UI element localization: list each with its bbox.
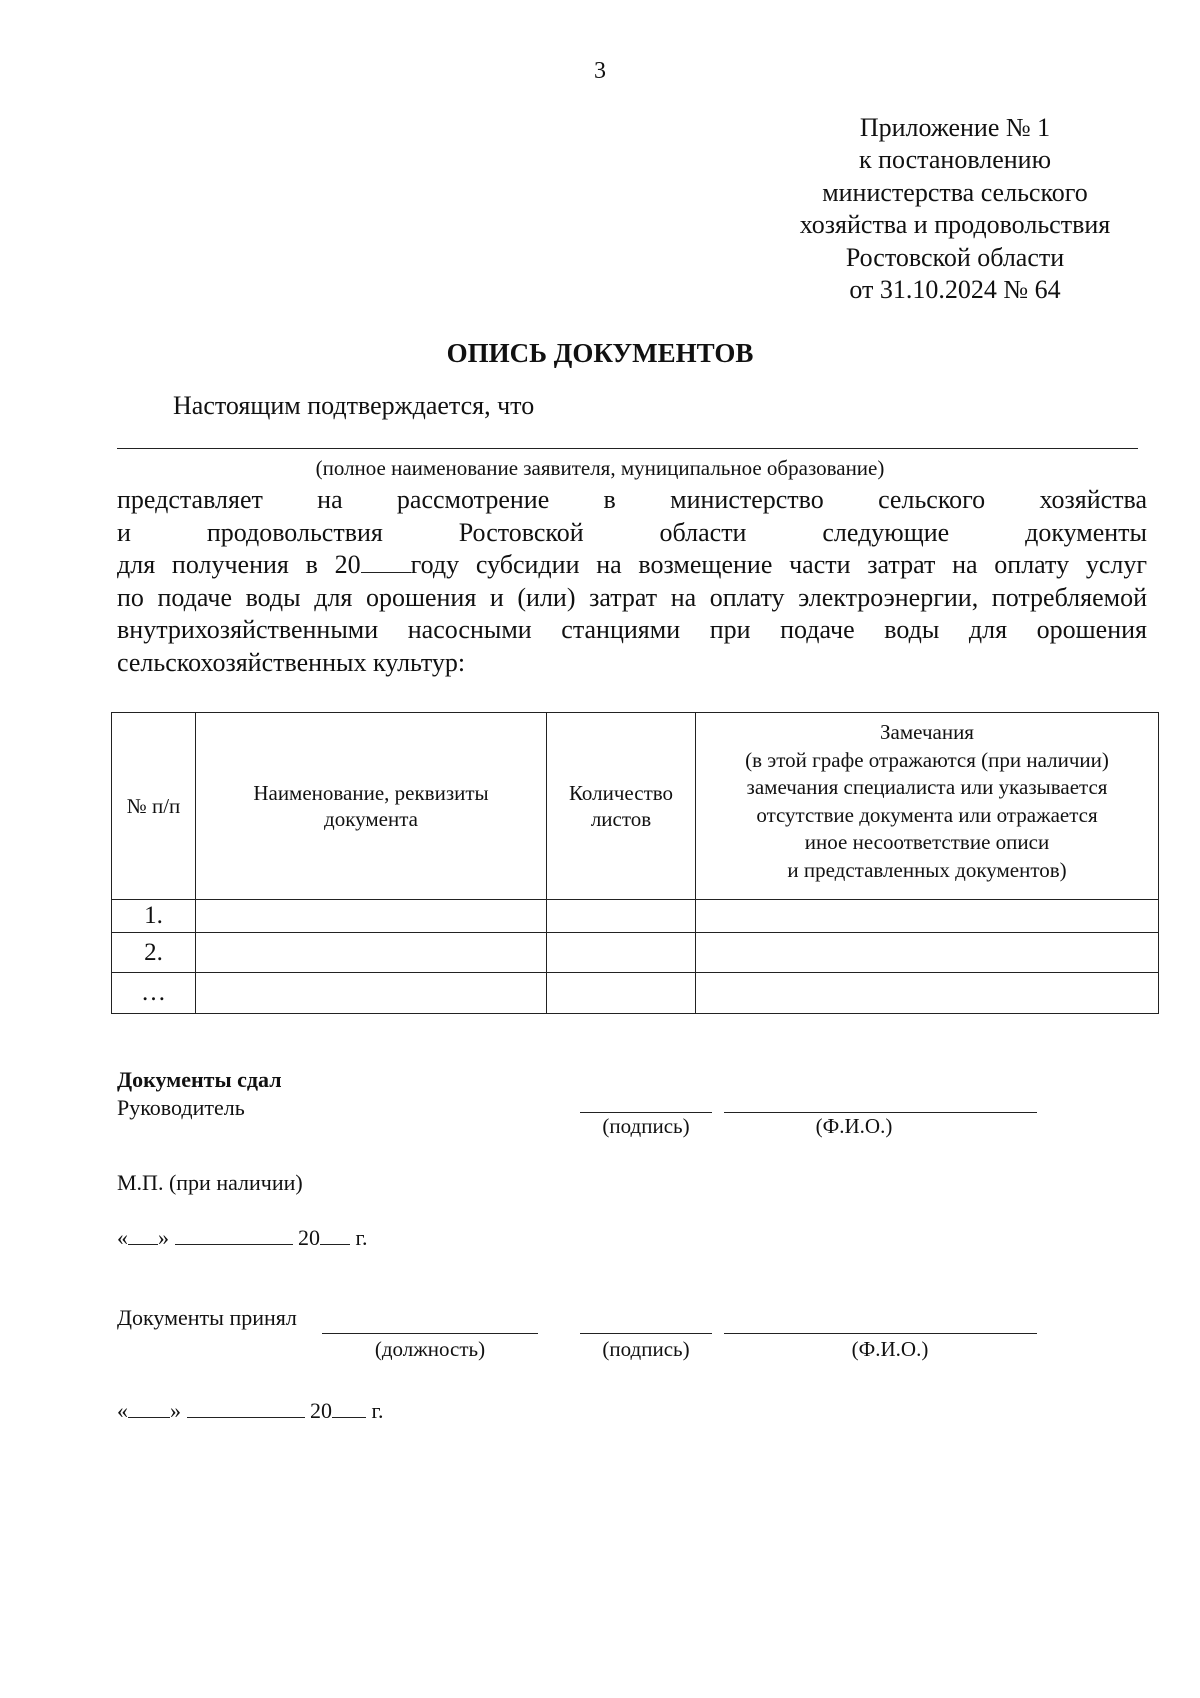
header-sheet-count: Количество листов (547, 713, 696, 900)
accepted-label: Документы принял (117, 1305, 297, 1330)
row-sheet-count[interactable] (547, 973, 696, 1014)
quote-close: » (170, 1398, 181, 1423)
row-document-name[interactable] (196, 900, 547, 933)
appendix-line: министерства сельского (822, 177, 1088, 207)
quote-close: » (158, 1225, 169, 1250)
quote-open: « (117, 1398, 128, 1423)
year-suffix: г. (371, 1398, 384, 1423)
paragraph-line: внутрихозяйственными насосными станциями при подаче воды для орошения (117, 615, 1147, 644)
quote-open: « (117, 1225, 128, 1250)
row-sheet-count[interactable] (547, 933, 696, 973)
accepted-fio-line[interactable] (724, 1333, 1037, 1334)
accepted-position-line[interactable] (322, 1333, 538, 1334)
paragraph-line: по подаче воды для орошения и (или) затрат на оплату электроэнергии, потребляемой (117, 582, 1147, 612)
remarks-line: и представленных документов) (787, 857, 1067, 882)
row-remarks[interactable] (696, 973, 1159, 1014)
applicant-caption: (полное наименование заявителя, муниципальное образование) (315, 456, 885, 480)
header-remarks (696, 713, 1159, 900)
document-title: ОПИСЬ ДОКУМЕНТОВ (446, 338, 754, 368)
handed-role: Руководитель (117, 1095, 245, 1120)
row-document-name[interactable] (196, 933, 547, 973)
paragraph-line: и продовольствия Ростовской области следующие документы (117, 517, 1147, 547)
remarks-line: Замечания (880, 720, 974, 744)
year-prefix: 20 (310, 1398, 332, 1423)
paragraph-line (117, 549, 1147, 582)
header-number: № п/п (112, 713, 196, 900)
documents-table (111, 712, 1159, 1014)
year-blank[interactable] (332, 1399, 366, 1418)
row-number: 2. (112, 933, 196, 973)
year-blank (361, 552, 411, 573)
page-number: 3 (594, 58, 606, 84)
handed-signature-caption: (подпись) (602, 1114, 690, 1138)
year-suffix: г. (355, 1225, 368, 1250)
table-header-row (112, 713, 1159, 900)
accepted-date (117, 1398, 384, 1424)
header-document-name: Наименование, реквизиты документа (196, 713, 547, 900)
appendix-line: к постановлению (858, 145, 1052, 175)
handed-signature-line[interactable] (580, 1112, 712, 1113)
accepted-signature-line[interactable] (580, 1333, 712, 1334)
remarks-line: замечания специалиста или указывается (746, 775, 1108, 799)
year-prefix: 20 (298, 1225, 320, 1250)
row-document-name[interactable] (196, 973, 547, 1014)
appendix-line: Приложение № 1 (859, 113, 1051, 142)
row-remarks[interactable] (696, 933, 1159, 973)
handed-fio-caption: (Ф.И.О.) (815, 1114, 893, 1138)
table-row (112, 973, 1159, 1014)
remarks-line: иное несоответствие описи (804, 830, 1050, 854)
accepted-position-caption: (должность) (374, 1337, 486, 1361)
row-remarks[interactable] (696, 900, 1159, 933)
month-blank[interactable] (175, 1226, 293, 1245)
accepted-signature-caption: (подпись) (602, 1337, 690, 1361)
body-paragraph (117, 484, 1147, 679)
table-row (112, 900, 1159, 933)
remarks-line: отсутствие документа или отражается (756, 802, 1098, 827)
paragraph-line: представляет на рассмотрение в министерство сельского хозяйства (117, 485, 1147, 514)
remarks-line: (в этой графе отражаются (при наличии) (745, 747, 1109, 772)
handed-date (117, 1225, 368, 1251)
year-blank[interactable] (320, 1226, 350, 1245)
row-number: … (112, 973, 196, 1014)
month-blank[interactable] (187, 1399, 305, 1418)
applicant-fill-line (117, 448, 1138, 449)
paragraph-line: сельскохозяйственных культур: (117, 647, 466, 677)
paragraph-line-part: году субсидии на возмещение части затрат на оплату услуг (410, 550, 1147, 579)
paragraph-line-part: для получения в 20 (117, 550, 361, 579)
stamp-label: М.П. (при наличии) (117, 1170, 303, 1195)
appendix-block (740, 112, 1170, 306)
day-blank[interactable] (128, 1399, 170, 1418)
handed-heading: Документы сдал (117, 1067, 282, 1092)
appendix-line: от 31.10.2024 № 64 (849, 275, 1061, 305)
intro-text: Настоящим подтверждается, что (173, 391, 535, 420)
accepted-fio-caption: (Ф.И.О.) (851, 1337, 929, 1361)
row-sheet-count[interactable] (547, 900, 696, 933)
appendix-line: Ростовской области (845, 242, 1065, 272)
day-blank[interactable] (128, 1226, 158, 1245)
table-row (112, 933, 1159, 973)
appendix-line: хозяйства и продовольствия (799, 210, 1111, 240)
row-number: 1. (112, 900, 196, 933)
handed-fio-line[interactable] (724, 1112, 1037, 1113)
